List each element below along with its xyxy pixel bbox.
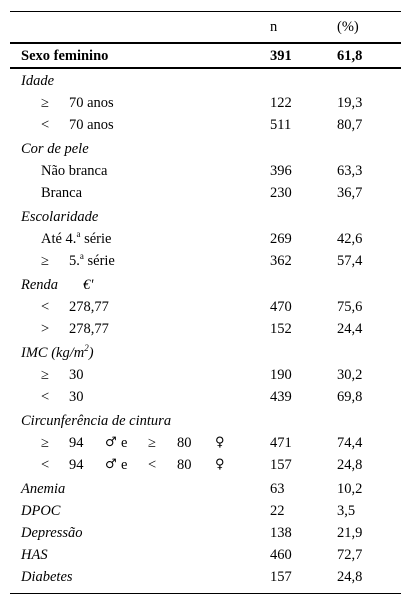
table-row-has [10, 544, 401, 566]
table-row [10, 228, 401, 250]
currency-unit: €' [83, 277, 94, 293]
row-value: 30 [69, 367, 84, 383]
section-heading-cor-de-pele [10, 138, 401, 160]
value-tail: série [83, 253, 115, 269]
row-label: Sexo feminino [21, 48, 109, 64]
row-value: 94 [69, 457, 84, 473]
table-row [10, 160, 401, 182]
row-n: 138 [270, 525, 292, 541]
comparison-symbol-2: < [148, 457, 157, 473]
row-label: Renda [21, 277, 59, 293]
table-row [10, 250, 401, 272]
row-value: 278,77 [69, 321, 109, 337]
ordinal-superscript: a [79, 251, 84, 261]
comparison-symbol: ≥ [41, 95, 49, 111]
row-value: 278,77 [69, 299, 109, 315]
section-heading-circunferencia [10, 410, 401, 432]
bottom-rule [10, 593, 401, 594]
table-row [10, 318, 401, 340]
row-value-2: 80 [177, 457, 192, 473]
row-n: 511 [270, 117, 292, 133]
row-pct: 10,2 [337, 481, 363, 497]
table-row [10, 386, 401, 408]
male-icon: ♂ [105, 457, 117, 472]
comparison-symbol: < [41, 389, 50, 405]
row-pct: 72,7 [337, 547, 363, 563]
label-tail: ) [88, 345, 94, 361]
row-value [69, 250, 115, 272]
row-label: Não branca [41, 163, 108, 179]
row-n: 157 [270, 569, 292, 585]
row-pct: 74,4 [337, 435, 363, 451]
row-pct: 24,8 [337, 457, 363, 473]
row-n: 460 [270, 547, 292, 563]
table-row-depressao [10, 522, 401, 544]
table-row-diabetes [10, 566, 401, 588]
row-n: 471 [270, 435, 292, 451]
comparison-symbol-2: ≥ [148, 435, 156, 451]
row-n: 470 [270, 299, 292, 315]
exponent-superscript: 2 [84, 343, 89, 353]
section-heading-renda [10, 274, 401, 296]
section-heading-idade [10, 70, 401, 92]
row-pct: 42,6 [337, 231, 363, 247]
table-row [10, 92, 401, 114]
row-n: 63 [270, 481, 285, 497]
female-icon: ♀ [215, 435, 225, 450]
table-row [10, 114, 401, 136]
row-n: 362 [270, 253, 292, 269]
row-pct: 57,4 [337, 253, 363, 269]
row-label: Cor de pele [21, 141, 89, 157]
row-value: 70 anos [69, 117, 114, 133]
row-label: Diabetes [21, 569, 73, 585]
label-tail: série [80, 231, 112, 247]
row-pct: 75,6 [337, 299, 363, 315]
row-pct: 61,8 [337, 48, 363, 64]
conjunction: e [121, 435, 128, 451]
table-row [10, 454, 401, 476]
row-n: 190 [270, 367, 292, 383]
comparison-symbol: ≥ [41, 367, 49, 383]
comparison-symbol: > [41, 321, 50, 337]
comparison-symbol: < [41, 457, 50, 473]
header-row [10, 16, 401, 38]
row-label: Depressão [21, 525, 83, 541]
label-text: IMC (kg/m [21, 345, 85, 361]
row-pct: 24,8 [337, 569, 363, 585]
ordinal-superscript: a [76, 229, 81, 239]
row-label: HAS [21, 547, 48, 563]
section-rule [10, 67, 401, 69]
column-header-pct: (%) [337, 19, 359, 35]
label-text: Até 4. [41, 231, 77, 247]
header-rule [10, 42, 401, 44]
row-label: Anemia [21, 481, 66, 497]
row-label: Circunferência de cintura [21, 413, 172, 429]
row-label: Escolaridade [21, 209, 99, 225]
top-rule [10, 11, 401, 12]
comparison-symbol: < [41, 299, 50, 315]
row-n: 439 [270, 389, 292, 405]
table-row [10, 296, 401, 318]
row-n: 396 [270, 163, 292, 179]
row-n: 230 [270, 185, 292, 201]
row-label: DPOC [21, 503, 61, 519]
row-label [41, 228, 111, 250]
row-n: 391 [270, 48, 292, 64]
conjunction: e [121, 457, 128, 473]
table-row-anemia [10, 478, 401, 500]
table-row [10, 182, 401, 204]
comparison-symbol: < [41, 117, 50, 133]
row-n: 152 [270, 321, 292, 337]
comparison-symbol: ≥ [41, 435, 49, 451]
row-pct: 19,3 [337, 95, 363, 111]
row-pct: 30,2 [337, 367, 363, 383]
value-text: 5. [69, 253, 80, 269]
row-value: 30 [69, 389, 84, 405]
row-pct: 36,7 [337, 185, 363, 201]
row-value: 94 [69, 435, 84, 451]
row-label: Branca [41, 185, 83, 201]
row-pct: 24,4 [337, 321, 363, 337]
row-pct: 63,3 [337, 163, 363, 179]
section-heading-escolaridade [10, 206, 401, 228]
row-n: 157 [270, 457, 292, 473]
section-heading-imc [10, 342, 401, 364]
row-pct: 21,9 [337, 525, 363, 541]
table-row [10, 432, 401, 454]
row-pct: 80,7 [337, 117, 363, 133]
row-n: 22 [270, 503, 285, 519]
table-row [10, 364, 401, 386]
table-row-sexo-feminino [10, 45, 401, 67]
row-n: 269 [270, 231, 292, 247]
table-row-dpoc [10, 500, 401, 522]
row-n: 122 [270, 95, 292, 111]
male-icon: ♂ [105, 435, 117, 450]
column-header-n: n [270, 19, 278, 35]
comparison-symbol: ≥ [41, 253, 49, 269]
row-value-2: 80 [177, 435, 192, 451]
row-label [21, 342, 94, 364]
row-value: 70 anos [69, 95, 114, 111]
female-icon: ♀ [215, 457, 225, 472]
row-pct: 3,5 [337, 503, 356, 519]
row-pct: 69,8 [337, 389, 363, 405]
row-label: Idade [21, 73, 55, 89]
